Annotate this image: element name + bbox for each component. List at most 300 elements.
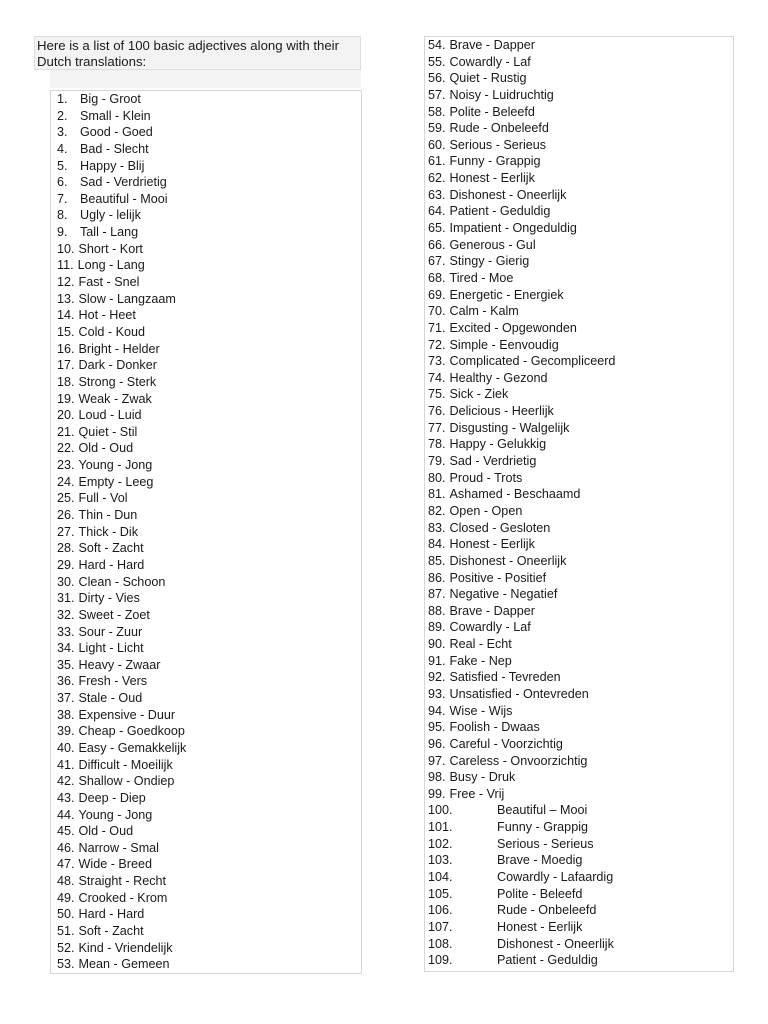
list-item (51, 923, 361, 940)
list-item (425, 403, 733, 420)
list-item-number: 43. (57, 790, 75, 805)
list-item-number: 73. (428, 354, 446, 369)
list-item-text: Cowardly - Laf (449, 54, 531, 69)
list-item (425, 653, 733, 670)
list-item-text: Hard - Hard (78, 557, 145, 572)
list-item-number: 97. (428, 753, 446, 768)
list-item-text: Dishonest - Oneerlijk (449, 187, 567, 202)
list-item-text: Weak - Zwak (78, 391, 152, 406)
list-item (51, 108, 361, 125)
list-item (51, 440, 361, 457)
list-item (51, 457, 361, 474)
list-item-number: 28. (57, 541, 75, 556)
list-item (425, 586, 733, 603)
list-item-number: 32. (57, 607, 75, 622)
list-item (425, 54, 733, 71)
list-item (425, 436, 733, 453)
list-item (425, 819, 733, 836)
list-item-text: Fake - Nep (449, 653, 512, 668)
list-item-text: Clean - Schoon (78, 574, 166, 589)
list-item-text: Disgusting - Walgelijk (449, 420, 570, 435)
list-item-text: Serious - Serieus (497, 836, 594, 851)
list-item-text: Energetic - Energiek (449, 287, 564, 302)
list-item-number: 39. (57, 724, 75, 739)
list-item-number: 92. (428, 670, 446, 685)
list-item-text: Healthy - Gezond (449, 370, 548, 385)
list-item-number: 83. (428, 520, 446, 535)
list-item (51, 956, 361, 973)
list-item-text: Good - Goed (80, 125, 153, 140)
list-item-number: 49. (57, 890, 75, 905)
list-item-text: Heavy - Zwaar (78, 657, 161, 672)
intro-paragraph (34, 36, 361, 70)
list-item (51, 357, 361, 374)
list-item-text: Cold - Koud (78, 324, 146, 339)
list-item-number: 99. (428, 786, 446, 801)
list-item (51, 574, 361, 591)
list-item (51, 657, 361, 674)
list-item-text: Unsatisfied - Ontevreden (449, 686, 589, 701)
list-item-number: 44. (57, 807, 75, 822)
list-item-text: Dark - Donker (78, 358, 157, 373)
list-item-text: Polite - Beleefd (497, 886, 583, 901)
list-item (425, 886, 733, 903)
list-item (51, 407, 361, 424)
list-item-number: 12. (57, 275, 75, 290)
list-item-text: Thin - Dun (78, 508, 138, 523)
list-item-text: Wide - Breed (78, 857, 153, 872)
list-item-number: 21. (57, 424, 75, 439)
list-item-text: Real - Echt (449, 637, 512, 652)
list-item-text: Sweet - Zoet (78, 607, 150, 622)
list-item-text: Deep - Diep (78, 790, 146, 805)
list-item-text: Beautiful - Mooi (80, 191, 168, 206)
list-item-text: Honest - Eerlijk (497, 919, 583, 934)
list-item (51, 424, 361, 441)
list-item-text: Slow - Langzaam (78, 291, 176, 306)
list-item (425, 636, 733, 653)
intro-text: Here is a list of 100 basic adjectives along with their Dutch translations: (37, 38, 339, 69)
list-item-number: 67. (428, 254, 446, 269)
list-item-number: 4. (57, 141, 68, 156)
list-item-text: Calm - Kalm (449, 304, 519, 319)
list-item-text: Fresh - Vers (78, 674, 148, 689)
list-item-number: 27. (57, 524, 75, 539)
list-item (51, 856, 361, 873)
list-item (425, 320, 733, 337)
list-item (51, 590, 361, 607)
list-item-text: Hard - Hard (78, 907, 145, 922)
list-item (51, 873, 361, 890)
list-item-text: Patient - Geduldig (449, 204, 551, 219)
list-item-text: Thick - Dik (78, 524, 138, 539)
list-item-number: 25. (57, 491, 75, 506)
list-item-text: Proud - Trots (449, 470, 523, 485)
list-item-number: 33. (57, 624, 75, 639)
list-item-text: Patient - Geduldig (497, 953, 598, 968)
list-item-number: 66. (428, 237, 446, 252)
list-item-text: Ashamed - Beschaamd (449, 487, 581, 502)
list-item (51, 507, 361, 524)
list-item-text: Funny - Grappig (449, 154, 541, 169)
list-item (425, 220, 733, 237)
list-item (425, 686, 733, 703)
list-item (425, 187, 733, 204)
list-item (425, 703, 733, 720)
list-item-number: 31. (57, 591, 75, 606)
list-item-number: 88. (428, 603, 446, 618)
list-item (425, 769, 733, 786)
list-item (425, 836, 733, 853)
list-item-number: 100. (428, 803, 453, 818)
list-item-text: Young - Jong (78, 807, 153, 822)
list-item (425, 603, 733, 620)
list-item-number: 29. (57, 557, 75, 572)
list-item (425, 37, 733, 54)
list-item (425, 203, 733, 220)
adjective-list-column-2 (424, 36, 734, 972)
list-item-text: Beautiful – Mooi (497, 803, 588, 818)
list-item-text: Cowardly - Lafaardig (497, 870, 614, 885)
list-item-number: 15. (57, 324, 75, 339)
list-item-number: 91. (428, 653, 446, 668)
list-item-number: 37. (57, 691, 75, 706)
list-item (425, 753, 733, 770)
list-item-text: Young - Jong (78, 458, 153, 473)
list-item-number: 69. (428, 287, 446, 302)
list-item-number: 10. (57, 241, 75, 256)
list-item-number: 3. (57, 125, 68, 140)
list-item-number: 96. (428, 736, 446, 751)
list-item-number: 2. (57, 108, 68, 123)
list-item-text: Excited - Opgewonden (449, 320, 577, 335)
list-item (51, 773, 361, 790)
list-item (51, 241, 361, 258)
list-item-number: 11. (57, 258, 74, 273)
list-item (51, 707, 361, 724)
list-item-number: 38. (57, 707, 75, 722)
list-item-number: 102. (428, 836, 453, 851)
list-item-text: Soft - Zacht (78, 541, 144, 556)
list-item-number: 81. (428, 487, 446, 502)
list-item-text: Quiet - Rustig (449, 71, 527, 86)
list-item (425, 719, 733, 736)
list-item-number: 58. (428, 104, 446, 119)
list-item (425, 237, 733, 254)
list-item (51, 374, 361, 391)
list-item-text: Free - Vrij (449, 786, 505, 801)
list-item (51, 740, 361, 757)
list-item-number: 86. (428, 570, 446, 585)
list-item (51, 723, 361, 740)
list-item-text: Simple - Eenvoudig (449, 337, 559, 352)
list-item-text: Cheap - Goedkoop (78, 724, 185, 739)
list-item (425, 936, 733, 953)
list-item-text: Expensive - Duur (78, 707, 176, 722)
list-item-text: Old - Oud (78, 441, 134, 456)
list-item-number: 48. (57, 874, 75, 889)
list-item (51, 191, 361, 208)
list-item (51, 673, 361, 690)
list-item-text: Polite - Beleefd (449, 104, 535, 119)
list-item-number: 76. (428, 404, 446, 419)
list-item (425, 353, 733, 370)
list-item (425, 104, 733, 121)
list-item-text: Closed - Gesloten (449, 520, 551, 535)
list-item-text: Brave - Dapper (449, 38, 535, 52)
list-item-number: 63. (428, 187, 446, 202)
list-item-number: 105. (428, 886, 453, 901)
list-item (51, 91, 361, 108)
list-item-text: Wise - Wijs (449, 703, 513, 718)
list-item-text: Empty - Leeg (78, 474, 154, 489)
list-item-number: 78. (428, 437, 446, 452)
list-item-number: 94. (428, 703, 446, 718)
list-item-text: Positive - Positief (449, 570, 547, 585)
list-item-text: Rude - Onbeleefd (449, 121, 549, 136)
list-item (51, 940, 361, 957)
list-item (425, 669, 733, 686)
list-item-text: Soft - Zacht (78, 924, 144, 939)
list-item (425, 170, 733, 187)
list-item (425, 486, 733, 503)
list-item (425, 337, 733, 354)
list-item-text: Loud - Luid (78, 408, 142, 423)
list-item-number: 9. (57, 225, 68, 240)
list-item (51, 890, 361, 907)
list-item-text: Narrow - Smal (78, 840, 159, 855)
list-item-number: 82. (428, 503, 446, 518)
list-item-number: 53. (57, 957, 75, 972)
list-item (51, 840, 361, 857)
list-item (425, 70, 733, 87)
list-item (51, 557, 361, 574)
list-item-text: Sick - Ziek (449, 387, 509, 402)
list-item-text: Sad - Verdrietig (449, 454, 537, 469)
list-item-number: 22. (57, 441, 75, 456)
list-item-text: Brave - Moedig (497, 853, 583, 868)
list-item-text: Impatient - Ongeduldig (449, 221, 577, 236)
list-item (51, 124, 361, 141)
list-item (51, 690, 361, 707)
list-item-text: Crooked - Krom (78, 890, 168, 905)
list-item-number: 64. (428, 204, 446, 219)
list-item (425, 370, 733, 387)
list-item (51, 757, 361, 774)
list-item-text: Old - Oud (78, 824, 134, 839)
list-item-text: Ugly - lelijk (80, 208, 141, 223)
list-item-text: Dirty - Vies (78, 591, 140, 606)
list-item-text: Serious - Serieus (449, 137, 547, 152)
list-item-number: 50. (57, 907, 75, 922)
list-item-text: Tall - Lang (80, 225, 139, 240)
list-item-number: 87. (428, 587, 446, 602)
list-item-number: 14. (57, 308, 75, 323)
list-item (51, 207, 361, 224)
list-item-number: 72. (428, 337, 446, 352)
list-item-text: Bright - Helder (78, 341, 160, 356)
list-item-text: Satisfied - Tevreden (449, 670, 561, 685)
list-item-number: 34. (57, 641, 75, 656)
list-item-text: Shallow - Ondiep (78, 774, 175, 789)
list-item-number: 89. (428, 620, 446, 635)
list-item-text: Kind - Vriendelijk (78, 940, 173, 955)
list-item-number: 62. (428, 171, 446, 186)
list-item (425, 802, 733, 819)
list-item-text: Funny - Grappig (497, 820, 588, 835)
list-item-number: 71. (428, 320, 446, 335)
list-item (51, 174, 361, 191)
list-item-text: Full - Vol (78, 491, 128, 506)
list-item-number: 1. (57, 92, 68, 106)
list-item-number: 45. (57, 824, 75, 839)
list-item-number: 52. (57, 940, 75, 955)
list-item-text: Open - Open (449, 503, 523, 518)
list-item-number: 30. (57, 574, 75, 589)
list-item-text: Delicious - Heerlijk (449, 404, 554, 419)
list-item (425, 420, 733, 437)
list-item-number: 57. (428, 87, 446, 102)
list-item (51, 324, 361, 341)
list-item-text: Honest - Eerlijk (449, 171, 535, 186)
list-item-text: Stingy - Gierig (449, 254, 530, 269)
list-item-number: 60. (428, 137, 446, 152)
list-item-number: 65. (428, 221, 446, 236)
list-item-number: 59. (428, 121, 446, 136)
list-item (425, 386, 733, 403)
list-item (425, 852, 733, 869)
list-item (425, 786, 733, 803)
list-item (51, 624, 361, 641)
list-item-text: Strong - Sterk (78, 374, 157, 389)
list-item-text: Rude - Onbeleefd (497, 903, 597, 918)
list-item-number: 19. (57, 391, 75, 406)
list-item-text: Big - Groot (80, 92, 141, 106)
list-item-text: Difficult - Moeilijk (78, 757, 173, 772)
list-item (51, 607, 361, 624)
list-item-number: 101. (428, 820, 453, 835)
list-item (425, 453, 733, 470)
adjective-list-column-1 (50, 90, 362, 974)
list-item-number: 90. (428, 637, 446, 652)
list-item (51, 640, 361, 657)
list-item-number: 47. (57, 857, 75, 872)
list-item-text: Easy - Gemakkelijk (78, 740, 187, 755)
list-item (425, 470, 733, 487)
list-item-number: 75. (428, 387, 446, 402)
list-item-number: 108. (428, 936, 453, 951)
list-item (51, 257, 361, 274)
list-item-text: Sad - Verdrietig (80, 175, 167, 190)
list-item-number: 56. (428, 71, 446, 86)
list-item-number: 54. (428, 38, 446, 52)
list-item-number: 41. (57, 757, 75, 772)
list-item (425, 952, 733, 969)
list-item (51, 307, 361, 324)
list-item (51, 158, 361, 175)
list-item-text: Light - Licht (78, 641, 144, 656)
list-item-number: 16. (57, 341, 75, 356)
list-item-text: Noisy - Luidruchtig (449, 87, 554, 102)
list-item (51, 524, 361, 541)
list-item-number: 24. (57, 474, 75, 489)
list-item-text: Small - Klein (80, 108, 151, 123)
list-item-number: 61. (428, 154, 446, 169)
list-item (425, 619, 733, 636)
list-item-text: Long - Lang (77, 258, 145, 273)
list-item (51, 790, 361, 807)
list-item-text: Complicated - Gecompliceerd (449, 354, 616, 369)
list-item-number: 46. (57, 840, 75, 855)
list-item-number: 26. (57, 508, 75, 523)
list-item-number: 55. (428, 54, 446, 69)
list-item (425, 120, 733, 137)
list-item (425, 919, 733, 936)
list-item-text: Short - Kort (78, 241, 143, 256)
list-item-number: 74. (428, 370, 446, 385)
list-item (51, 224, 361, 241)
list-item-number: 8. (57, 208, 68, 223)
list-item-number: 107. (428, 919, 453, 934)
list-item (51, 291, 361, 308)
list-item-text: Fast - Snel (78, 275, 140, 290)
list-item (425, 253, 733, 270)
list-item-number: 84. (428, 537, 446, 552)
list-item (425, 736, 733, 753)
list-item-number: 70. (428, 304, 446, 319)
list-item-text: Tired - Moe (449, 270, 514, 285)
list-item-number: 68. (428, 270, 446, 285)
list-item (425, 553, 733, 570)
list-item-number: 7. (57, 191, 68, 206)
list-item (51, 823, 361, 840)
list-item-text: Quiet - Stil (78, 424, 138, 439)
list-item (425, 520, 733, 537)
list-item (425, 536, 733, 553)
list-item-text: Mean - Gemeen (78, 957, 170, 972)
list-item-number: 20. (57, 408, 75, 423)
list-item-text: Foolish - Dwaas (449, 720, 540, 735)
list-item-number: 103. (428, 853, 453, 868)
list-item (425, 869, 733, 886)
list-item-number: 85. (428, 553, 446, 568)
list-item (51, 906, 361, 923)
list-item (51, 474, 361, 491)
list-item-text: Straight - Recht (78, 874, 167, 889)
list-item-text: Hot - Heet (78, 308, 136, 323)
list-item-number: 93. (428, 686, 446, 701)
list-item-number: 23. (57, 458, 75, 473)
list-item (425, 270, 733, 287)
list-item (425, 153, 733, 170)
list-item-text: Honest - Eerlijk (449, 537, 535, 552)
list-item-text: Careful - Voorzichtig (449, 736, 563, 751)
list-item-number: 17. (57, 358, 75, 373)
list-item-number: 109. (428, 953, 453, 968)
list-item (425, 137, 733, 154)
list-item-text: Brave - Dapper (449, 603, 535, 618)
list-item (51, 540, 361, 557)
list-item-number: 104. (428, 870, 453, 885)
list-item-text: Dishonest - Oneerlijk (497, 936, 614, 951)
list-item-text: Careless - Onvoorzichtig (449, 753, 588, 768)
list-item (425, 287, 733, 304)
list-item-text: Negative - Negatief (449, 587, 558, 602)
list-item-text: Bad - Slecht (80, 141, 149, 156)
list-item-text: Generous - Gul (449, 237, 536, 252)
list-item-number: 35. (57, 657, 75, 672)
list-item (51, 341, 361, 358)
